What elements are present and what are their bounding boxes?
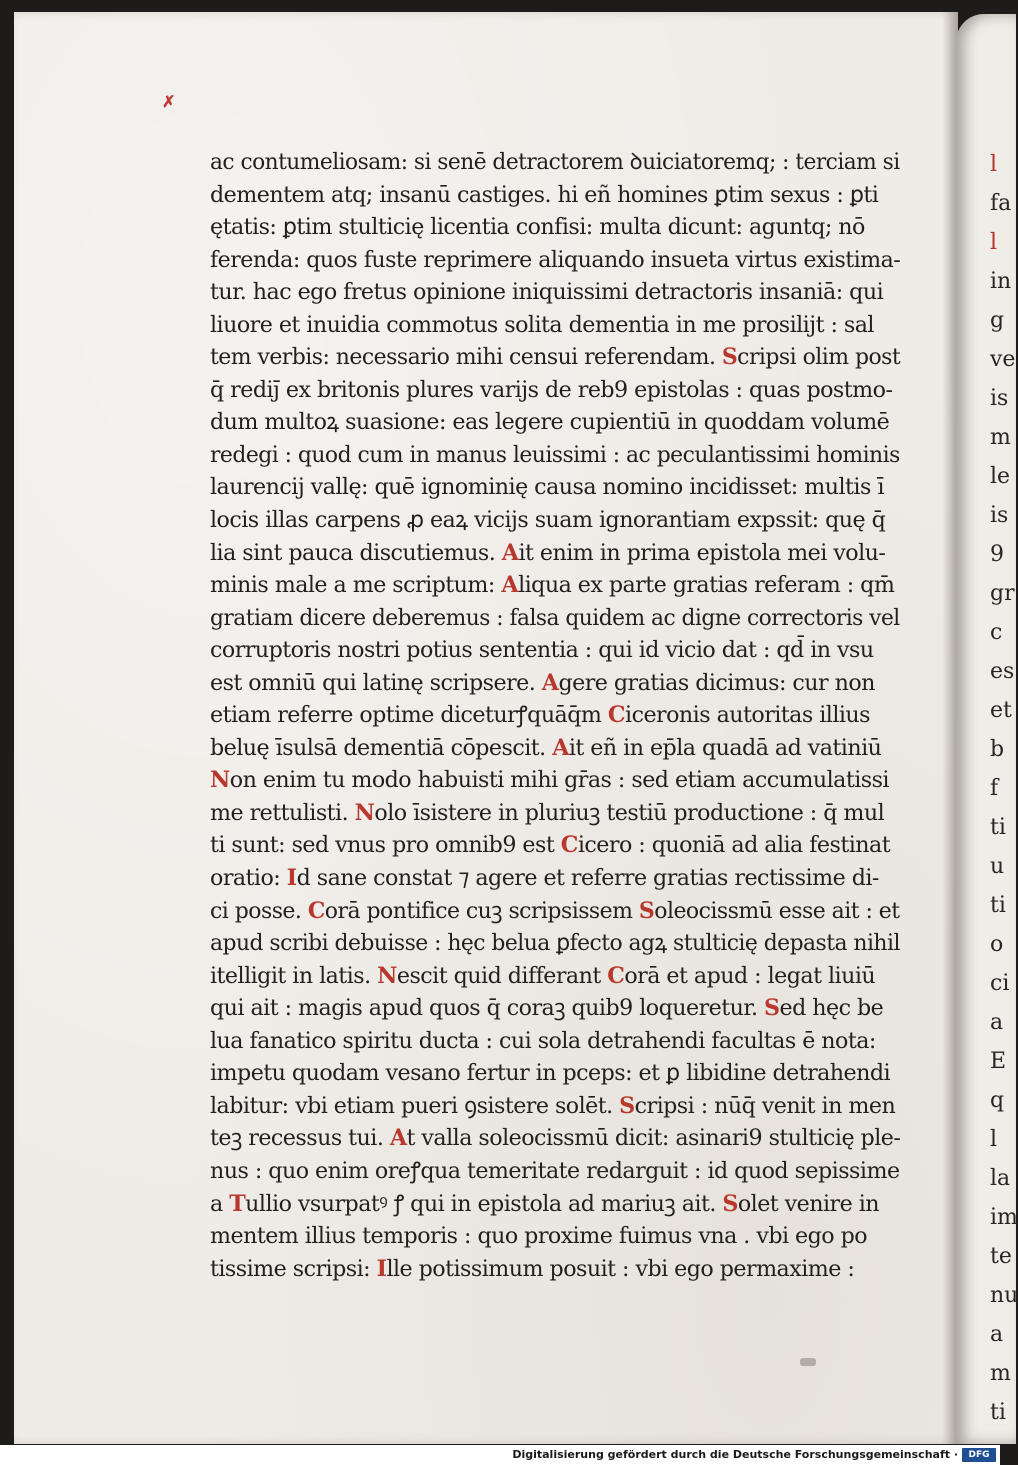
line-segment: lua fanatico spiritu ducta : cui sola detrahendi facultas ē nota: xyxy=(210,1027,876,1054)
line-segment: icero : quoniā ad alia festinat xyxy=(577,832,891,859)
text-line xyxy=(210,764,900,797)
rubricated-initial: I xyxy=(286,865,297,892)
text-line xyxy=(210,471,900,504)
facing-page-fragment: im xyxy=(990,1205,1018,1230)
text-line xyxy=(210,927,900,960)
text-line xyxy=(210,1057,900,1090)
rubricated-initial: C xyxy=(607,702,626,729)
line-segment: corruptoris nostri potius sententia : qui id vicio dat : qd̄ in vsu xyxy=(210,637,874,664)
rubricated-initial: N xyxy=(354,799,375,826)
text-line xyxy=(210,797,900,830)
text-line xyxy=(210,1220,900,1253)
line-segment: ullio vsurpatꝰ ꝭ qui in epistola ad mariuꝫ ait. xyxy=(245,1190,723,1217)
facing-page-fragment: l xyxy=(990,230,998,255)
rubricated-initial: N xyxy=(377,962,397,989)
facing-page-fragment: is xyxy=(990,386,1009,411)
text-line xyxy=(210,1025,900,1058)
text-line xyxy=(210,537,900,570)
line-segment: oratio: xyxy=(210,865,287,892)
rubricated-initial: N xyxy=(210,767,230,794)
line-segment: lia sint pauca discutiemus. xyxy=(210,539,502,566)
line-segment: tem verbis: necessario mihi censui referendam. xyxy=(210,344,722,371)
rubricated-initial: A xyxy=(389,1125,407,1152)
rubricated-initial: S xyxy=(619,1092,635,1119)
text-line xyxy=(210,439,900,472)
line-segment: it enim in prima epistola mei volu- xyxy=(518,539,886,566)
line-segment: me rettulisti. xyxy=(210,799,355,826)
facing-page-fragment: b xyxy=(990,737,1005,762)
text-line xyxy=(210,699,900,732)
line-segment: teꝫ recessus tui. xyxy=(210,1125,390,1152)
line-segment: ac contumeliosam: si senē detractorem ꝺuiciatoremq; : terciam si xyxy=(210,149,900,175)
line-segment: dementem atq; insanū castiges. hi eñ homines ꝑtim sexus : ꝑti xyxy=(210,181,879,208)
facing-page-fragment: g xyxy=(990,308,1005,333)
facing-page-fragment: m xyxy=(990,1361,1011,1386)
line-segment: apud scribi debuisse : hęc belua ꝑfecto agꝝ stulticię depasta nihil xyxy=(210,930,900,957)
line-segment: on enim tu modo habuisti mihi gr̄as : sed etiam accumulatissi xyxy=(229,767,889,794)
line-segment: it eñ in ep̄la quadā ad vatiniū xyxy=(568,734,882,761)
text-line xyxy=(210,146,900,179)
text-line xyxy=(210,211,900,244)
line-segment: minis male a me scriptum: xyxy=(210,572,502,599)
facing-page-fragment: o xyxy=(990,932,1004,957)
facing-page-fragment: E xyxy=(990,1049,1007,1074)
line-segment: ci posse. xyxy=(210,897,308,924)
line-segment: ed hęc be xyxy=(779,995,884,1022)
line-segment: lle potissimum posuit : vbi ego permaxime : xyxy=(386,1255,855,1282)
text-line xyxy=(210,406,900,439)
facing-page-fragment: ti xyxy=(990,893,1006,918)
text-line xyxy=(210,992,900,1025)
line-segment: olet venire in xyxy=(737,1190,880,1217)
line-segment: escit quid differant xyxy=(396,962,608,989)
line-segment: locis illas carpens ꝓ eaꝝ vicijs suam ignorantiam expssit: quę q̄ xyxy=(210,507,886,534)
dfg-logo: DFG xyxy=(962,1448,996,1462)
text-line xyxy=(210,1188,900,1221)
facing-page-fragment: ci xyxy=(990,971,1010,996)
facing-page-fragment: l xyxy=(990,152,998,177)
facing-page-fragment: gr xyxy=(990,581,1015,606)
facing-page-fragment: in xyxy=(990,269,1012,294)
line-segment: dum multoꝝ suasione: eas legere cupientiū in quoddam volumē xyxy=(210,409,890,436)
book-page xyxy=(14,12,958,1444)
facing-page-fragment: a xyxy=(990,1322,1004,1347)
rubricated-initial: S xyxy=(721,344,738,371)
text-line xyxy=(210,1090,900,1123)
text-line xyxy=(210,634,900,667)
facing-page-fragment: fa xyxy=(990,191,1012,216)
line-segment: etiam referre optime diceturꝭquāq̄m xyxy=(210,702,608,729)
text-block xyxy=(210,146,910,1285)
line-segment: mentem illius temporis : quo proxime fuimus vna . vbi ego po xyxy=(210,1223,868,1250)
line-segment: cripsi olim post xyxy=(737,344,901,371)
line-segment: redegi : quod cum in manus leuissimi : ac peculantissimi hominis xyxy=(210,441,900,468)
facing-page-fragment: ve xyxy=(990,347,1016,372)
facing-page-fragment: u xyxy=(990,854,1005,879)
text-line xyxy=(210,341,901,374)
facing-page-fragment: q xyxy=(990,1088,1005,1113)
rubricated-initial: C xyxy=(307,897,325,924)
line-segment: ętatis: ꝑtim stulticię licentia confisi: multa dicunt: aguntq; nō xyxy=(210,214,865,241)
line-segment: impetu quodam vesano fertur in pceps: et ꝑ libidine detrahendi xyxy=(210,1060,891,1087)
text-line xyxy=(210,1253,900,1286)
text-line xyxy=(210,732,900,765)
facing-page-fragment: nu xyxy=(990,1283,1018,1308)
line-segment: gere gratias dicimus: cur non xyxy=(558,669,875,696)
line-segment: liqua ex parte gratias referam : qm̄ xyxy=(518,572,895,599)
facing-page-fragment: a xyxy=(990,1010,1004,1035)
rubricated-initial: A xyxy=(501,572,519,599)
facing-page-fragment: ti xyxy=(990,1400,1006,1425)
line-segment: liuore et inuidia commotus solita dementia in me prosilijt : sal xyxy=(210,311,874,338)
rubricated-initial: T xyxy=(229,1190,246,1217)
facing-page-fragment: la xyxy=(990,1166,1011,1191)
text-line xyxy=(210,276,900,309)
facing-page-fragment: te xyxy=(990,1244,1012,1269)
facing-page-fragment: m xyxy=(990,425,1011,450)
facing-page-fragment: c xyxy=(990,620,1003,645)
rubricated-initial: A xyxy=(501,539,519,566)
facing-page-fragment: 9 xyxy=(990,542,1004,567)
line-segment: orā et apud : legat liuiū xyxy=(624,962,876,989)
line-segment: beluę īsulsā dementiā cōpescit. xyxy=(210,734,553,761)
text-line xyxy=(210,309,900,342)
marginal-mark: ✗ xyxy=(162,92,176,111)
line-segment: ti sunt: sed vnus pro omnib9 est xyxy=(210,832,561,859)
line-segment: t valla soleocissmū dicit: asinari9 stulticię ple- xyxy=(406,1125,901,1152)
line-segment: est omniū qui latinę scripsere. xyxy=(210,669,542,696)
facing-page-fragment: l xyxy=(990,1127,998,1152)
line-segment: orā pontifice cuꝫ scripsissem xyxy=(324,897,639,924)
line-segment: olo īsistere in pluriuꝫ testiū productione : q̄ mul xyxy=(374,799,885,826)
text-line xyxy=(210,829,900,862)
facing-page-edge xyxy=(956,14,1016,1444)
rubricated-initial: I xyxy=(376,1255,387,1282)
text-line xyxy=(210,504,900,537)
line-segment: ferenda: quos fuste reprimere aliquando insueta virtus existima- xyxy=(210,246,901,273)
text-line xyxy=(210,244,899,277)
text-line xyxy=(210,1122,900,1155)
line-segment: q̄ rediȷ̄ ex britonis plures varijs de reb9 epistolas : quas postmo- xyxy=(210,376,893,403)
funding-credit: Digitalisierung gefördert durch die Deutsche Forschungsgemeinschaft · xyxy=(512,1448,958,1461)
line-segment: laurencij vallę: quē ignominię causa nomino incidisset: multis ī xyxy=(210,474,884,501)
text-line xyxy=(210,960,900,993)
line-segment: tissime scripsi: xyxy=(210,1255,377,1282)
text-line xyxy=(210,569,900,602)
ink-blot xyxy=(800,1358,816,1366)
rubricated-initial: A xyxy=(552,734,569,761)
line-segment: labitur: vbi etiam pueri ꝯsistere solēt. xyxy=(210,1092,620,1119)
line-segment: tur. hac ego fretus opinione iniquissimi detractoris insaniā: qui xyxy=(210,279,884,306)
line-segment: d sane constat ⁊ agere et referre gratias rectissime di- xyxy=(296,865,879,892)
rubricated-initial: S xyxy=(763,995,780,1022)
line-segment: nus : quo enim oreꝭqua temeritate redarguit : id quod sepissime xyxy=(210,1157,900,1184)
rubricated-initial: S xyxy=(722,1190,738,1217)
footer-bar xyxy=(0,1445,1000,1465)
line-segment: itelligit in latis. xyxy=(210,962,378,989)
rubricated-initial: A xyxy=(541,669,559,696)
text-line xyxy=(210,895,900,928)
facing-page-fragment: is xyxy=(990,503,1009,528)
line-segment: a xyxy=(210,1190,230,1217)
facing-page-fragment: es xyxy=(990,659,1015,684)
facing-page-fragment: ti xyxy=(990,815,1006,840)
facing-page-fragment: le xyxy=(990,464,1011,489)
text-line xyxy=(210,602,900,635)
line-segment: iceronis autoritas illius xyxy=(625,702,871,729)
facing-page-fragment: et xyxy=(990,698,1012,723)
text-line xyxy=(210,667,900,700)
rubricated-initial: C xyxy=(607,962,625,989)
text-line xyxy=(210,862,900,895)
text-line xyxy=(210,1155,900,1188)
rubricated-initial: C xyxy=(560,832,578,859)
line-segment: oleocissmū esse ait : et xyxy=(654,897,900,924)
line-segment: qui ait : magis apud quos q̄ coraꝫ quib9 loqueretur. xyxy=(210,995,764,1022)
text-line xyxy=(210,179,900,212)
text-line xyxy=(210,374,900,407)
rubricated-initial: S xyxy=(638,897,655,924)
line-segment: cripsi : nūq̄ venit in men xyxy=(634,1092,896,1119)
facing-page-fragment: f xyxy=(990,776,999,801)
line-segment: gratiam dicere deberemus : falsa quidem ac digne correctoris vel xyxy=(210,604,900,631)
